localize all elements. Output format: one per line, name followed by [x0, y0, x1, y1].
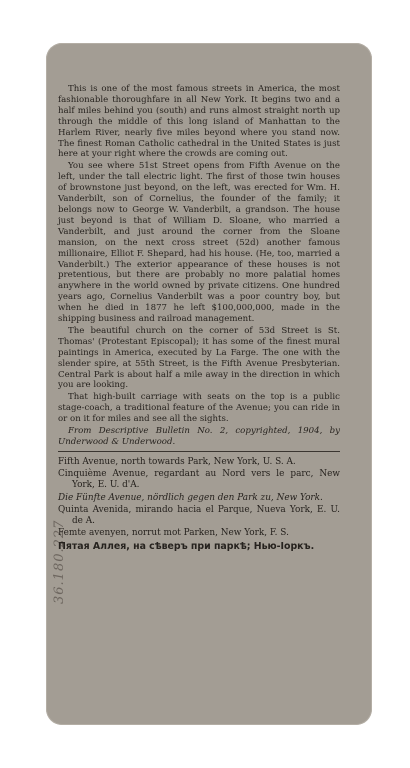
caption-swedish: Femte avenyen, norrut mot Parken, New York, F. S. [58, 528, 289, 539]
caption-spanish: Quinta Avenida, mirando hacia el Parque, Nueva York, E. U. de A. [58, 504, 340, 526]
description-paragraph-4: That high-built carriage with seats on the top is a public stage-coach, a traditional feature of the Avenue; you can ride in or on it for miles and see all the sights. [58, 392, 340, 425]
handwritten-accession-number: 36.180.227 [52, 519, 67, 604]
card-text [58, 84, 340, 553]
caption-german: Die Fünfte Avenue, nördlich gegen den Park zu, New York. [58, 492, 323, 503]
divider-rule [58, 451, 340, 452]
copyright-credit: From Descriptive Bulletin No. 2, copyrighted, 1904, by Underwood & Underwood. [58, 426, 340, 447]
caption-english: Fifth Avenue, north towards Park, New York, U. S. A. [58, 456, 296, 467]
description-paragraph-3: The beautiful church on the corner of 53d Street is St. Thomas' (Protestant Episcopal); it has some of the finest mural paintings in America, executed by La Farge. The one with the slender spire, at 55th Street, is the Fifth Avenue Presbyterian. Central Park is about half a mile away in the direction in which you are looking. [58, 325, 340, 391]
description-paragraph-1: This is one of the most famous streets in America, the most fashionable thoroughfare in all New York. It begins two and a half miles behind you (south) and runs almost straight north up through the middle of this long island of Manhattan to the Harlem River, nearly five miles beyond where you stand now. The finest Roman Catholic cathedral in the United States is just here at your right where the crowds are coming out. [58, 84, 340, 160]
description-paragraph-2: You see where 51st Street opens from Fifth Avenue on the left, under the tall electric light. The first of those twin houses of brownstone just beyond, on the left, was erected for Wm. H. Vanderbilt, son of Cornelius, the founder of the family; it belongs now to George W. Vanderbilt, a grandson. The house just beyond is that of William D. Sloane, who married a Vanderbilt, and just around the corner from the Sloane mansion, on the next cross street (52d) another famous millionaire, Elliot F. Shepard, had his house. (He, too, married a Vanderbilt.) The exterior appearance of these houses is not pretentious, but there are probably no more palatial homes anywhere in the world owned by private citizens. One hundred years ago, Cornelius Vanderbilt was a poor country boy, but when he died in 1877 he left $100,000,000, made in the shipping business and railroad management. [58, 161, 340, 325]
caption-french: Cinquième Avenue, regardant au Nord vers le parc, New York, E. U. d'A. [58, 469, 340, 491]
caption-russian: Пятая Аллея, на сѣверъ при паркѣ; Нью-Іоркъ. [58, 541, 315, 553]
